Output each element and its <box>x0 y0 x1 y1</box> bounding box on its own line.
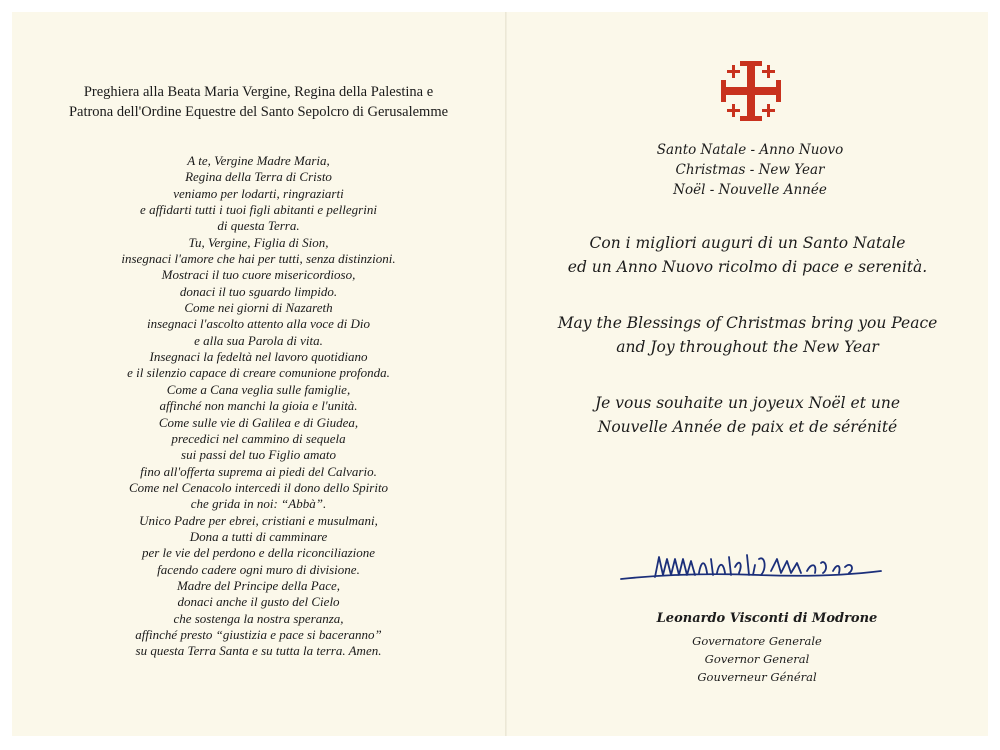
greeting-card <box>12 12 988 736</box>
prayer-line: che sostenga la nostra speranza, <box>173 610 344 626</box>
wish-line: May the Blessings of Christmas bring you Peace <box>557 314 938 332</box>
prayer-line: precedici nel cammino di sequela <box>171 430 346 446</box>
prayer-line: e alla sua Parola di vita. <box>194 332 323 348</box>
prayer-text <box>12 153 505 660</box>
prayer-line: facendo cadere ogni muro di divisione. <box>157 561 360 577</box>
wish-line: Nouvelle Année de paix et de sérénité <box>597 418 898 436</box>
prayer-line: Come a Cana veglia sulle famiglie, <box>166 381 351 397</box>
signatory-title-french: Gouverneur Général <box>697 670 817 684</box>
prayer-line: Madre del Principe della Pace, <box>176 577 341 593</box>
prayer-title <box>12 82 505 122</box>
prayer-line: insegnaci l'ascolto attento alla voce di Dio <box>146 316 371 332</box>
season-greetings <box>625 140 875 200</box>
handwritten-signature <box>619 545 889 585</box>
prayer-line: per le vie del perdono e della riconciliazione <box>141 545 376 561</box>
greeting-line-english: Christmas - New Year <box>675 162 825 178</box>
prayer-line: affinché presto “giustizia e pace si baceranno” <box>135 626 382 642</box>
prayer-line: Come sulle vie di Galilea e di Giudea, <box>158 414 359 430</box>
wish-line: and Joy throughout the New Year <box>616 338 879 356</box>
prayer-line: donaci anche il gusto del Cielo <box>177 594 340 610</box>
prayer-line: donaci il tuo sguardo limpido. <box>179 283 338 299</box>
prayer-line: su questa Terra Santa e su tutta la terra. Amen. <box>135 643 382 659</box>
prayer-line: veniamo per lodarti, ringraziarti <box>173 185 344 201</box>
signatory-title-english: Governor General <box>704 652 810 666</box>
prayer-line: Dona a tutti di camminare <box>189 528 328 544</box>
prayer-title-line: Patrona dell'Ordine Equestre del Santo Sepolcro di Gerusalemme <box>68 104 449 120</box>
wish-french <box>507 391 988 439</box>
signatory-titles <box>677 632 837 686</box>
wish-line: Je vous souhaite un joyeux Noël et une <box>594 394 901 412</box>
prayer-line: di questa Terra. <box>217 218 300 234</box>
wish-english <box>507 311 988 359</box>
prayer-title-line: Preghiera alla Beata Maria Vergine, Regina della Palestina e <box>83 84 434 100</box>
signatory-title-italian: Governatore Generale <box>692 634 822 648</box>
prayer-line: Tu, Vergine, Figlia di Sion, <box>188 234 329 250</box>
greeting-line-italian: Santo Natale - Anno Nuovo <box>656 142 844 158</box>
jerusalem-cross-icon <box>716 56 786 126</box>
prayer-line: A te, Vergine Madre Maria, <box>187 153 330 168</box>
prayer-line: Regina della Terra di Cristo <box>185 169 332 185</box>
prayer-line: Mostraci il tuo cuore misericordioso, <box>161 267 356 283</box>
wish-italian <box>507 231 988 279</box>
wish-line: Con i migliori auguri di un Santo Natale <box>589 234 906 252</box>
prayer-line: affinché non manchi la gioia e l'unità. <box>159 398 358 414</box>
greeting-panel <box>507 12 988 736</box>
greeting-line-french: Noël - Nouvelle Année <box>673 182 827 198</box>
prayer-line: fino all'offerta suprema ai piedi del Calvario. <box>140 463 377 479</box>
prayer-line: insegnaci l'amore che hai per tutti, senza distinzioni. <box>121 251 396 267</box>
prayer-line: sui passi del tuo Figlio amato <box>181 447 336 463</box>
prayer-line: Come nel Cenacolo intercedi il dono dello Spirito <box>128 479 389 495</box>
signatory-name: Leonardo Visconti di Modrone <box>656 611 878 626</box>
wish-line: ed un Anno Nuovo ricolmo di pace e serenità. <box>567 258 928 276</box>
prayer-line: Unico Padre per ebrei, cristiani e musulmani, <box>139 512 378 528</box>
prayer-line: che grida in noi: “Abbà”. <box>190 496 327 512</box>
prayer-line: Come nei giorni di Nazareth <box>184 300 333 316</box>
prayer-line: e affidarti tutti i tuoi figli abitanti e pellegrini <box>140 202 377 218</box>
prayer-panel <box>12 12 505 736</box>
prayer-line: e il silenzio capace di creare comunione profonda. <box>127 365 390 381</box>
prayer-line: Insegnaci la fedeltà nel lavoro quotidiano <box>149 349 368 365</box>
